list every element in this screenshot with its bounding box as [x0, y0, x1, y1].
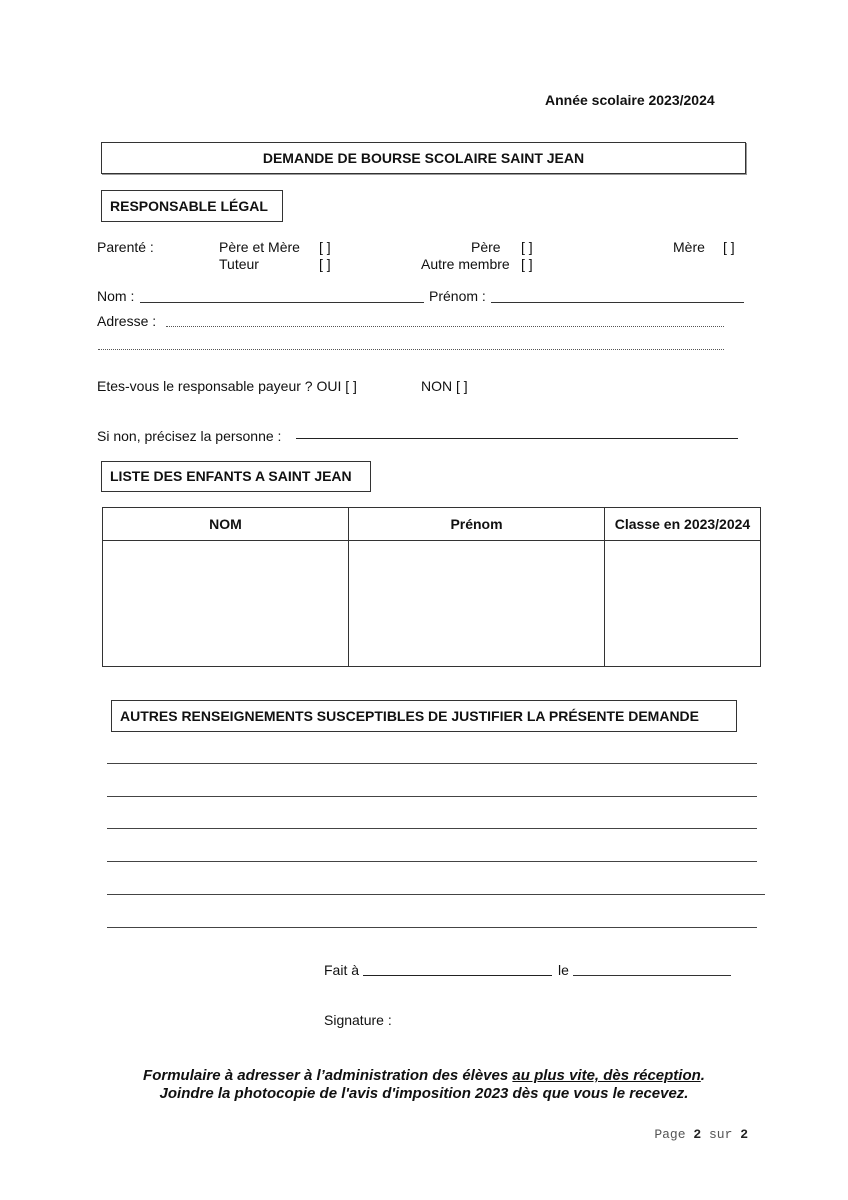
option-autre-membre-checkbox[interactable]: [ ]: [521, 256, 533, 272]
adresse-field-line-2[interactable]: [98, 349, 724, 350]
children-table-header: [103, 508, 761, 541]
section-autres-title: AUTRES RENSEIGNEMENTS SUSCEPTIBLES DE JUSTIFIER LA PRÉSENTE DEMANDE: [120, 708, 699, 724]
prenom-label: Prénom :: [429, 288, 486, 304]
si-non-field[interactable]: [296, 438, 738, 439]
option-pere-et-mere-checkbox[interactable]: [ ]: [319, 239, 331, 255]
date-label: le: [558, 962, 569, 978]
column-classe: Classe en 2023/2024: [605, 508, 761, 541]
footer-instruction-2: Joindre la photocopie de l'avis d'imposition 2023 dès que vous le recevez.: [159, 1085, 689, 1102]
option-mere-checkbox[interactable]: [ ]: [723, 239, 735, 255]
table-row: [103, 541, 761, 667]
option-mere-label: Mère: [673, 239, 705, 255]
date-field[interactable]: [573, 975, 731, 976]
cell-prenom[interactable]: [349, 541, 605, 667]
nom-label: Nom :: [97, 288, 135, 304]
fait-a-label: Fait à: [324, 962, 360, 978]
page-sep: sur: [708, 1127, 733, 1142]
autres-line-2[interactable]: [107, 796, 757, 797]
si-non-label: Si non, précisez la personne :: [97, 428, 282, 444]
section-responsable-title: RESPONSABLE LÉGAL: [110, 198, 268, 214]
signature-label: Signature :: [324, 1012, 392, 1028]
option-autre-membre-label: Autre membre: [421, 256, 510, 272]
footer-instruction-suffix: .: [700, 1067, 705, 1084]
section-responsable-box: [101, 190, 283, 222]
cell-nom[interactable]: [103, 541, 349, 667]
footer-instruction-emphasis: au plus vite, dès réception: [512, 1067, 701, 1084]
page-current: 2: [693, 1127, 702, 1142]
page-number: [654, 1127, 748, 1142]
adresse-field-line-1[interactable]: [166, 326, 724, 327]
section-enfants-title: LISTE DES ENFANTS A SAINT JEAN: [110, 468, 352, 484]
option-pere-label: Père: [471, 239, 501, 255]
cell-classe[interactable]: [605, 541, 761, 667]
nom-field[interactable]: [140, 302, 424, 303]
autres-line-5[interactable]: [107, 894, 765, 895]
footer-instruction-prefix: Formulaire à adresser à l’administration des élèves: [143, 1067, 513, 1084]
payeur-oui-checkbox[interactable]: OUI [ ]: [316, 378, 357, 394]
page-total: 2: [740, 1127, 748, 1142]
parente-label: Parenté :: [97, 239, 154, 255]
fait-a-field[interactable]: [363, 975, 552, 976]
adresse-label: Adresse :: [97, 313, 157, 329]
autres-line-6[interactable]: [107, 927, 757, 928]
autres-line-4[interactable]: [107, 861, 757, 862]
payeur-question-text: Etes-vous le responsable payeur ?: [97, 378, 313, 394]
prenom-field[interactable]: [491, 302, 744, 303]
option-tuteur-checkbox[interactable]: [ ]: [319, 256, 331, 272]
form-title: DEMANDE DE BOURSE SCOLAIRE SAINT JEAN: [262, 150, 585, 166]
autres-line-1[interactable]: [107, 763, 757, 764]
column-nom: NOM: [103, 508, 349, 541]
option-pere-checkbox[interactable]: [ ]: [521, 239, 533, 255]
school-year: Année scolaire 2023/2024: [545, 92, 715, 108]
footer-instruction-1: [0, 1067, 848, 1084]
option-pere-et-mere-label: Père et Mère: [219, 239, 300, 255]
column-prenom: Prénom: [349, 508, 605, 541]
section-enfants-box: [101, 461, 371, 492]
page-word: Page: [654, 1127, 686, 1142]
autres-line-3[interactable]: [107, 828, 757, 829]
payeur-question: [97, 378, 357, 394]
payeur-non-checkbox[interactable]: NON [ ]: [421, 378, 468, 394]
form-title-box: [101, 142, 746, 174]
children-table: [102, 507, 761, 667]
option-tuteur-label: Tuteur: [219, 256, 259, 272]
section-autres-box: [111, 700, 737, 732]
